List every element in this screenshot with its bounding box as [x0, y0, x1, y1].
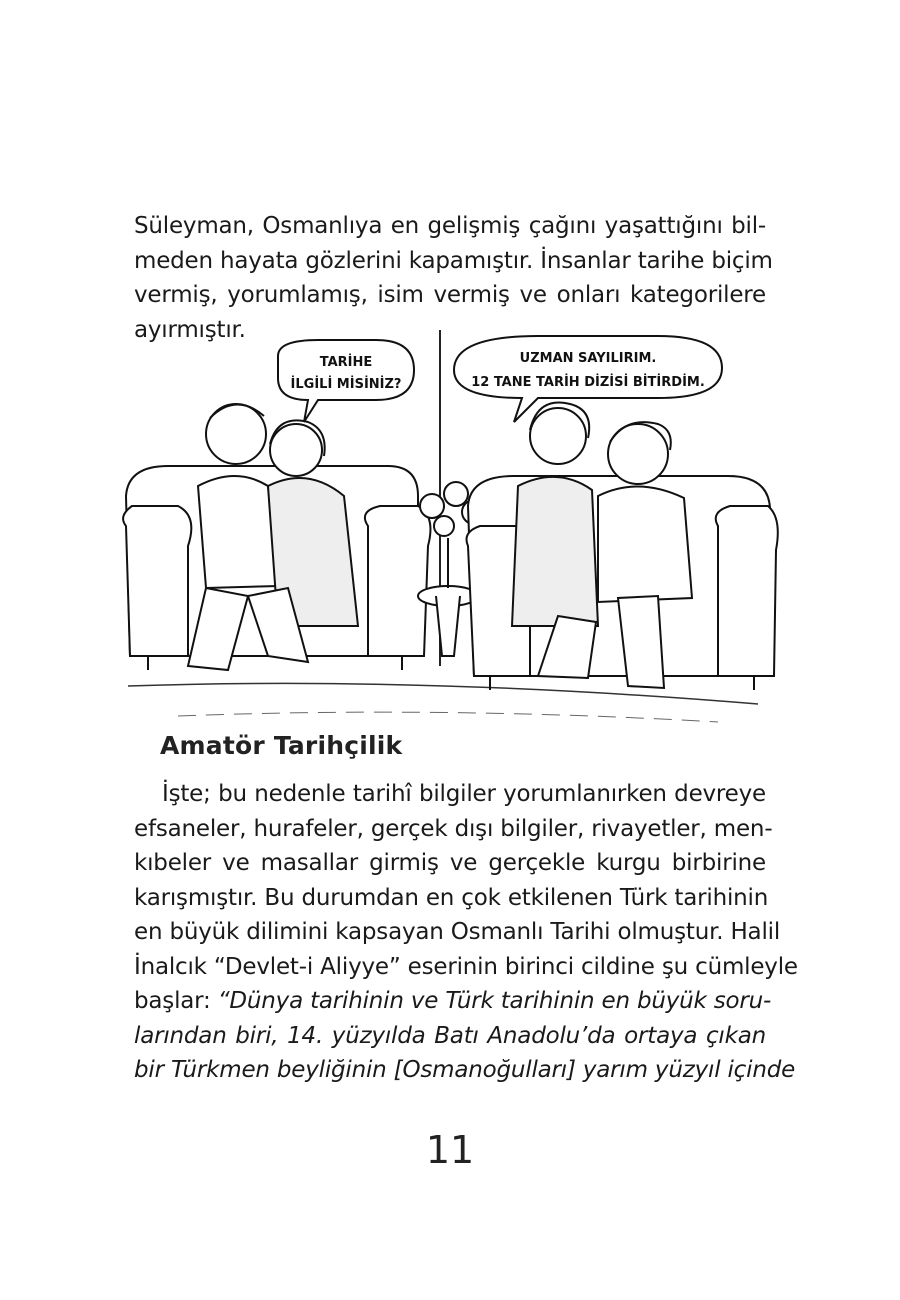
cartoon-illustration	[118, 326, 780, 730]
section-heading: Amatör Tarihçilik	[160, 731, 403, 760]
quote-line: bir Türkmen beyliğinin [Osmanoğulları] yarım yüzyıl içinde	[134, 1057, 796, 1083]
paragraph-body	[134, 777, 798, 1088]
speech-bubble-left	[278, 340, 414, 422]
quote-line: larından biri, 14. yüzyılda Batı Anadolu’da ortaya çıkan	[134, 1022, 766, 1049]
bubble-right-line-1: UZMAN SAYILIRIM.	[519, 351, 657, 366]
text-line: vermiş, yorumlamış, isim vermiş ve onları kategorilere	[134, 282, 766, 308]
bubble-left-line-2: İLGİLİ MİSİNİZ?	[290, 377, 402, 392]
text-line: en büyük dilimini kapsayan Osmanlı Tarihi olmuştur. Halil	[134, 919, 781, 945]
bubble-left-line-1: TARİHE	[319, 355, 373, 370]
quote-text: “Dünya tarihinin ve Türk tarihinin en büyük soru-	[217, 988, 772, 1014]
speech-bubble-right	[454, 336, 722, 422]
text-line: efsaneler, hurafeler, gerçek dışı bilgiler, rivayetler, men-	[134, 815, 773, 842]
bubble-right-line-2: 12 TANE TARİH DİZİSİ BİTİRDİM.	[471, 375, 705, 390]
text-line: İşte; bu nedenle tarihî bilgiler yorumlanırken devreye	[162, 781, 766, 807]
text-line: karışmıştır. Bu durumdan en çok etkilenen Türk tarihinin	[134, 884, 769, 911]
quote-intro: başlar:	[134, 988, 218, 1014]
text-line: kıbeler ve masallar girmiş ve gerçekle kurgu birbirine	[134, 850, 766, 876]
text-line: meden hayata gözlerini kapamıştır. İnsanlar tarihe biçim	[134, 247, 773, 274]
text-line-mixed	[134, 984, 772, 1019]
page-number: 11	[425, 1128, 475, 1172]
text-line: ayırmıştır.	[134, 316, 246, 343]
text-line: İnalcık “Devlet-i Aliyye” eserinin birinci cildine şu cümleyle	[134, 953, 798, 980]
text-line: Süleyman, Osmanlıya en gelişmiş çağını yaşattığını bil-	[134, 213, 766, 239]
